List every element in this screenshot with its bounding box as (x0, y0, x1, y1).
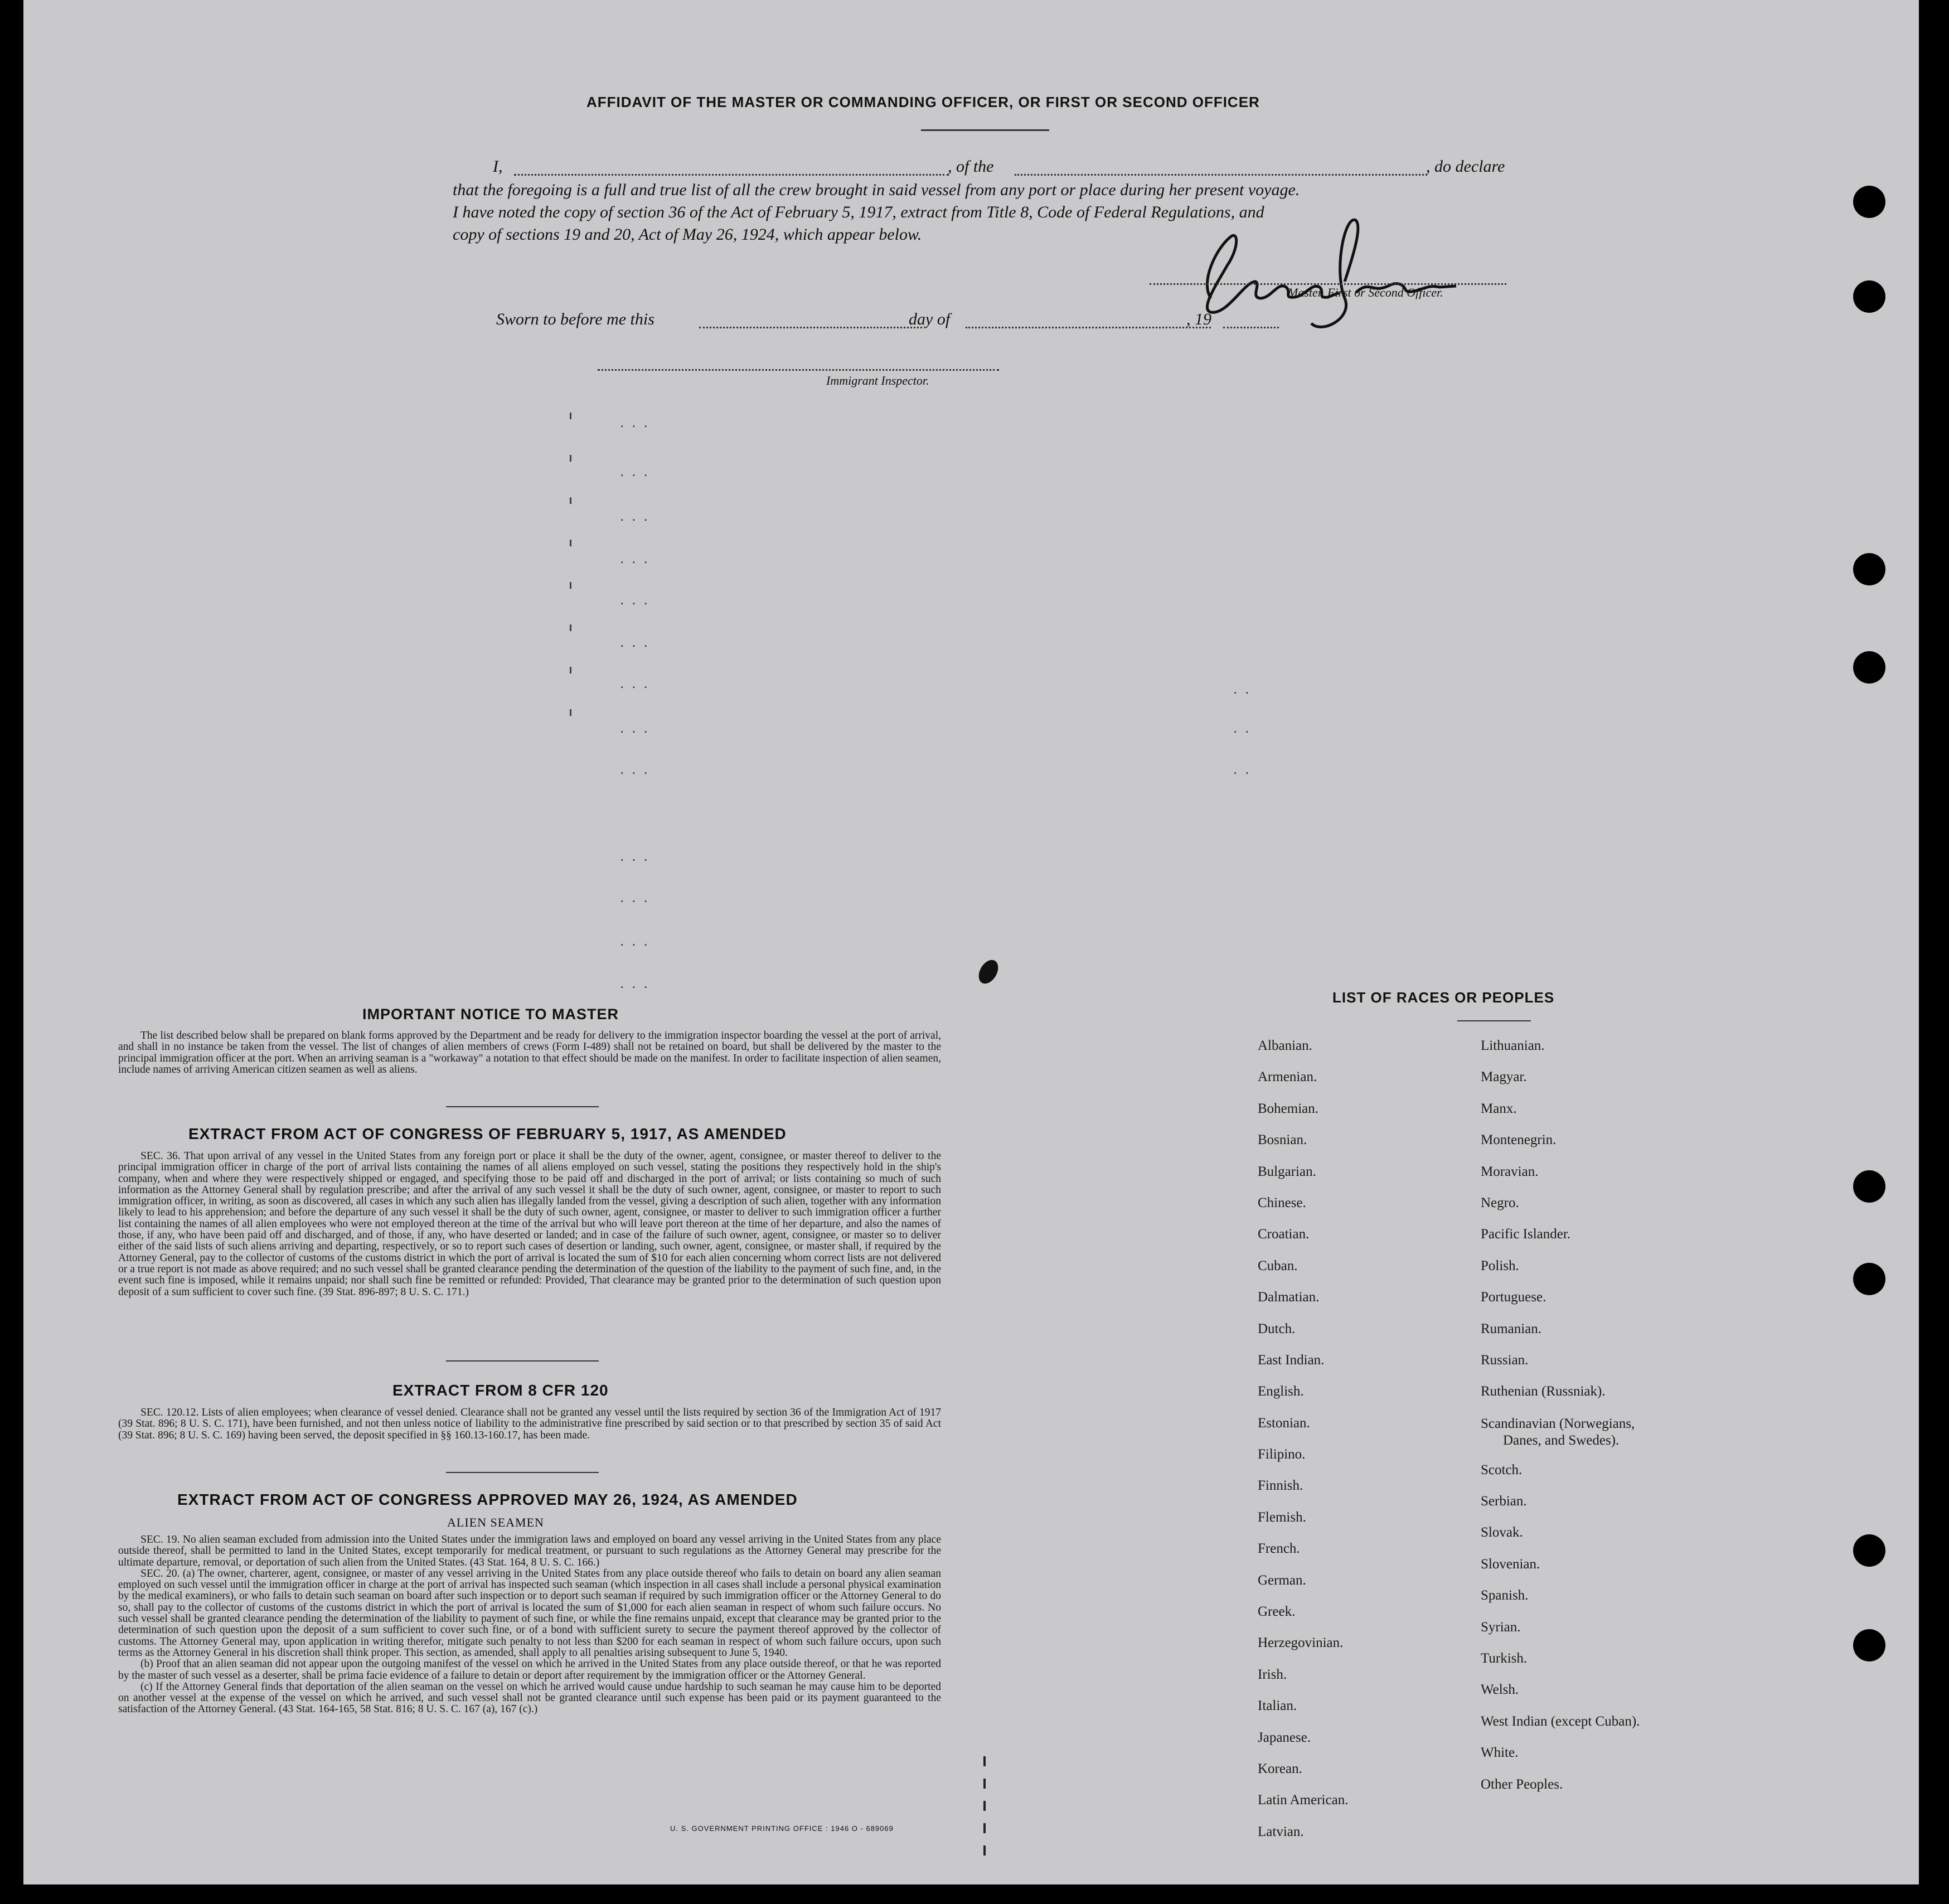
section-19-paragraph: SEC. 19. No alien seaman excluded from admission into the United States under the immigration laws and employed on board any vessel arriving in the United States from any place outside thereof, shall be permitted to land in the United States, except temporarily for medical treatment, or pursuant to such regulations as the Attorney General may prescribe for the ultimate departure, removal, or deportation of such alien from the United States. (43 Stat. 164, 8 U. S. C. 166.) (118, 1534, 941, 1568)
leader-dots: ... (620, 719, 656, 736)
punch-hole (1853, 1170, 1885, 1203)
section-divider (446, 1106, 599, 1107)
sworn-prefix: Sworn to before me this (496, 310, 654, 328)
leader-dots: .. (1233, 719, 1257, 736)
race-item: Croatian. (1258, 1227, 1310, 1242)
race-item: Filipino. (1258, 1447, 1306, 1462)
race-item: German. (1258, 1572, 1306, 1588)
race-item: Pacific Islander. (1481, 1227, 1571, 1242)
affidavit-i: I, (493, 157, 503, 176)
fold-mark (983, 1756, 986, 1868)
race-item: Estonian. (1258, 1415, 1310, 1431)
leader-dots: ... (620, 975, 656, 991)
leader-dots: .. (1233, 760, 1257, 777)
race-item: Spanish. (1481, 1588, 1529, 1603)
race-item: Lithuanian. (1481, 1038, 1545, 1053)
race-item: Armenian. (1258, 1069, 1317, 1085)
race-item: East Indian. (1258, 1352, 1325, 1368)
race-item: Rumanian. (1481, 1321, 1542, 1336)
punch-hole (1853, 651, 1885, 684)
affidavit-vessel-field[interactable] (1015, 174, 1427, 176)
race-item: English. (1258, 1384, 1304, 1399)
punch-hole (1853, 553, 1885, 585)
affidavit-name-field[interactable] (514, 174, 949, 176)
inspector-caption: Immigrant Inspector. (826, 374, 929, 387)
leader-dots: .. (1233, 680, 1257, 697)
race-item: Cuban. (1258, 1258, 1298, 1273)
affidavit-line-3: I have noted the copy of section 36 of the Act of February 5, 1917, extract from Title 8, Code of Federal Regulations, and (453, 203, 1264, 221)
leader-dots: ... (620, 463, 656, 479)
sworn-year: , 19 (1186, 310, 1211, 328)
race-item: Portuguese. (1481, 1290, 1546, 1305)
ink-blot (975, 957, 1002, 987)
punch-hole (1853, 1629, 1885, 1661)
race-item: Turkish. (1481, 1651, 1528, 1666)
race-item: French. (1258, 1541, 1300, 1557)
race-item (1481, 1408, 1640, 1455)
section-36-paragraph: SEC. 36. That upon arrival of any vessel in the United States from any foreign port or place it shall be the duty of the owner, agent, consignee, or master thereof to deliver to the principal immigration officer in charge of the port of arrival lists containing the names of all aliens employed on such vessel, stating the positions they respectively hold in the ship's company, when and where they were respectively shipped or engaged, and specifying those to be paid off and discharged in the port of arrival; or lists containing so much of such information as the Attorney General shall by regulation prescribe; and after the arrival of any such vessel it shall be the duty of such owner, agent, consignee, or master to report to such immigration officer, in writing, as soon as discovered, all cases in which any such alien has illegally landed from the vessel, giving a description of such alien, together with any information likely to lead to his apprehension; and before the departure of any such vessel it shall be the duty of such owner, agent, consignee, or master to deliver to such immigration officer a further list containing the names of all alien employees who were not employed thereon at the time of the arrival but who will leave port thereon at the time of her departure, and also the names of those, if any, who have been paid off and discharged, and of those, if any, who have deserted or landed; and in case of the failure of such owner, agent, consignee, or master so to deliver either of the said lists of such aliens arriving and departing, respectively, or so to report such cases of desertion or landing, such owner, agent, consignee, or master shall, if required by the Attorney General, pay to the collector of customs of the customs district in which the port of arrival is located the sum of $10 for each alien concerning whom correct lists are not delivered or a true report is not made as above required; and no such vessel shall be granted clearance pending the determination of the question of the liability to the payment of such fine, and, in the event such fine is imposed, while it remains unpaid; nor shall such fine be remitted or refunded: Provided, That clearance may be granted prior to the determination of such question upon deposit of a sum sufficient to cover such fine. (39 Stat. 896-897; 8 U. S. C. 171.) (118, 1150, 941, 1298)
race-item: White. (1481, 1745, 1519, 1761)
affidavit-do-declare: , do declare (1426, 157, 1505, 176)
race-item-continuation: Danes, and Swedes). (1503, 1432, 1620, 1448)
race-item: West Indian (except Cuban). (1481, 1713, 1640, 1729)
signature-caption: Master, First or Second Officer. (1288, 285, 1443, 299)
affidavit-line-2: that the foregoing is a full and true list of all the crew brought in said vessel from any port or place during her present voyage. (453, 181, 1300, 199)
punch-hole (1853, 1534, 1885, 1567)
leader-dots: ... (620, 414, 656, 430)
race-item: Chinese. (1258, 1195, 1306, 1210)
race-item: Latvian. (1258, 1824, 1304, 1839)
race-item: Latin American. (1258, 1792, 1349, 1808)
race-item: Italian. (1258, 1698, 1297, 1714)
race-item: Bulgarian. (1258, 1164, 1316, 1179)
race-item: Herzegovinian. (1258, 1635, 1344, 1651)
race-item: Scotch. (1481, 1462, 1523, 1477)
race-item: Syrian. (1481, 1619, 1521, 1635)
race-item: Greek. (1258, 1604, 1296, 1620)
race-item: Korean. (1258, 1761, 1302, 1776)
extract-cfr-text (118, 1407, 941, 1441)
race-item: Albanian. (1258, 1038, 1312, 1053)
leader-dots: ... (620, 932, 656, 949)
affidavit-title-rule (921, 129, 1049, 131)
section-divider (446, 1360, 599, 1362)
race-item: Negro. (1481, 1195, 1519, 1210)
leader-dots: ... (620, 675, 656, 691)
race-item: Japanese. (1258, 1729, 1311, 1745)
affidavit-of-the: , of the (948, 157, 994, 176)
sworn-month-field[interactable] (966, 327, 1211, 328)
leader-dots: ... (620, 889, 656, 905)
signature-field[interactable] (1150, 283, 1506, 285)
races-title: LIST OF RACES OR PEOPLES (1332, 989, 1555, 1006)
race-item: Magyar. (1481, 1069, 1527, 1085)
leader-dots: ... (620, 847, 656, 864)
sworn-day-field[interactable] (699, 327, 922, 328)
section-20c-paragraph: (c) If the Attorney General finds that deportation of the alien seaman on the vessel on which he arrived would cause undue hardship to such seaman he may cause him to be deported on another vessel at the expense of the vessel on which he arrived, and such vessel shall not be granted clearance until such expense has been paid or its payment guaranteed to the satisfaction of the Attorney General. (43 Stat. 164-165, 58 Stat. 816; 8 U. S. C. 167 (a), 167 (c).) (118, 1680, 941, 1716)
race-item: Serbian. (1481, 1494, 1527, 1509)
leader-dots: ... (620, 591, 656, 608)
races-column-1 (1258, 1030, 1348, 1848)
race-item: Polish. (1481, 1258, 1519, 1273)
race-item: Manx. (1481, 1101, 1517, 1116)
leader-dots: ... (620, 550, 656, 566)
sworn-day-of: day of (909, 310, 951, 328)
race-item: Ruthenian (Russniak). (1481, 1384, 1606, 1399)
races-column-2 (1481, 1030, 1640, 1800)
notice-title: IMPORTANT NOTICE TO MASTER (362, 1006, 619, 1023)
leader-dots: ... (620, 633, 656, 650)
race-item: Montenegrin. (1481, 1132, 1557, 1148)
sworn-year-field[interactable] (1223, 327, 1279, 328)
race-item: Finnish. (1258, 1478, 1303, 1494)
section-120-12-paragraph: SEC. 120.12. Lists of alien employees; when clearance of vessel denied. Clearance shall not be granted any vessel until the lists required by section 36 of the Immigration Act of 1917 (39 Stat. 896; 8 U. S. C. 171), have been furnished, and not then unless notice of liability to the administrative fine prescribed by said section or to that prescribed by section 35 of said Act (39 Stat. 896; 8 U. S. C. 169) having been served, the deposit specified in §§ 160.13-160.17, has been made. (118, 1407, 941, 1441)
race-item: Dutch. (1258, 1321, 1296, 1336)
races-title-rule (1457, 1020, 1531, 1021)
extract-1917-text (118, 1151, 941, 1298)
race-item: Irish. (1258, 1666, 1287, 1682)
notice-paragraph: The list described below shall be prepared on blank forms approved by the Department and be ready for delivery to the immigration inspector boarding the vessel at the port of arrival, and shall in no instance be taken from the vessel. The list of changes of alien members of crews (Form I-489) shall not be retained on board, but shall be delivered by the master to the principal immigration officer at the port. When an arriving seaman is a "workaway" a notation to that effect should be made on the manifest. In order to facilitate inspection of alien seamen, include names of arriving American citizen seamen as well as aliens. (118, 1030, 941, 1075)
race-item: Moravian. (1481, 1164, 1539, 1179)
punch-hole (1853, 280, 1885, 313)
inspector-signature-field[interactable] (598, 369, 999, 371)
form-sheet (23, 0, 1919, 1884)
affidavit-title: AFFIDAVIT OF THE MASTER OR COMMANDING OFFICER, OR FIRST OR SECOND OFFICER (586, 94, 1260, 110)
leader-dots: ... (620, 760, 656, 777)
affidavit-line-4: copy of sections 19 and 20, Act of May 26, 1924, which appear below. (453, 225, 922, 244)
notice-text (118, 1030, 941, 1075)
extract-1917-title: EXTRACT FROM ACT OF CONGRESS OF FEBRUARY 5, 1917, AS AMENDED (188, 1125, 787, 1142)
extract-1924-text (118, 1534, 941, 1716)
race-item: Bohemian. (1258, 1101, 1319, 1116)
race-item: Bosnian. (1258, 1132, 1307, 1148)
extract-cfr-title: EXTRACT FROM 8 CFR 120 (392, 1382, 609, 1399)
race-item: Other Peoples. (1481, 1776, 1563, 1792)
race-item: Slovenian. (1481, 1556, 1540, 1572)
race-item: Dalmatian. (1258, 1290, 1320, 1305)
section-20a-paragraph: SEC. 20. (a) The owner, charterer, agent, consignee, or master of any vessel arriving in the United States from any place outside thereof who fails to detain on board any alien seaman employed on such vessel until the immigration officer in charge at the port of arrival has inspected such seaman (which inspection in all cases shall include a personal physical examination by the medical examiners), or who fails to detain such seaman on board after such inspection or to deport such seaman if required by such immigration officer or the Attorney General to do so, shall pay to the collector of customs of the customs district in which the port of arrival is located the sum of $1,000 for each alien seaman in respect of whom such failure occurs. No such vessel shall be granted clearance pending the determination of the liability to payment of such fine, or while the fine remains unpaid, except that clearance may be granted prior to the determination of such question upon the deposit of a sum sufficient to cover such fine, or of a bond with sufficient surety to secure the payment thereof approved by the collector of customs. The Attorney General may, upon application in writing therefor, mitigate such penalty to not less than $200 for each seaman in respect of whom such failure occurs, upon such terms as the Attorney General in his discretion shall think proper. This section, as amended, shall apply to all penalties arising subsequent to June 5, 1940. (118, 1567, 941, 1659)
race-item: Russian. (1481, 1352, 1529, 1368)
race-item: Slovak. (1481, 1525, 1523, 1540)
race-item-label: Scandinavian (Norwegians, (1481, 1416, 1635, 1431)
leader-dots: ... (620, 507, 656, 524)
punch-hole (1853, 1263, 1885, 1295)
race-item: Flemish. (1258, 1509, 1306, 1525)
fold-mark (570, 413, 571, 725)
section-divider (446, 1472, 599, 1473)
master-signature (1177, 215, 1467, 337)
section-20b-paragraph: (b) Proof that an alien seaman did not appear upon the outgoing manifest of the vessel on which he arrived in the United States from any place outside thereof, or that he was reported by the master of such vessel as a deserter, shall be prima facie evidence of a failure to detain or deport after requirement by the immigration officer or the Attorney General. (118, 1658, 941, 1682)
punch-hole (1853, 186, 1885, 218)
extract-1924-title: EXTRACT FROM ACT OF CONGRESS APPROVED MAY 26, 1924, AS AMENDED (177, 1491, 798, 1508)
printing-office-imprint: U. S. GOVERNMENT PRINTING OFFICE : 1946 O - 689069 (670, 1824, 894, 1833)
alien-seamen-subtitle: ALIEN SEAMEN (447, 1515, 544, 1529)
race-item: Welsh. (1481, 1682, 1519, 1698)
